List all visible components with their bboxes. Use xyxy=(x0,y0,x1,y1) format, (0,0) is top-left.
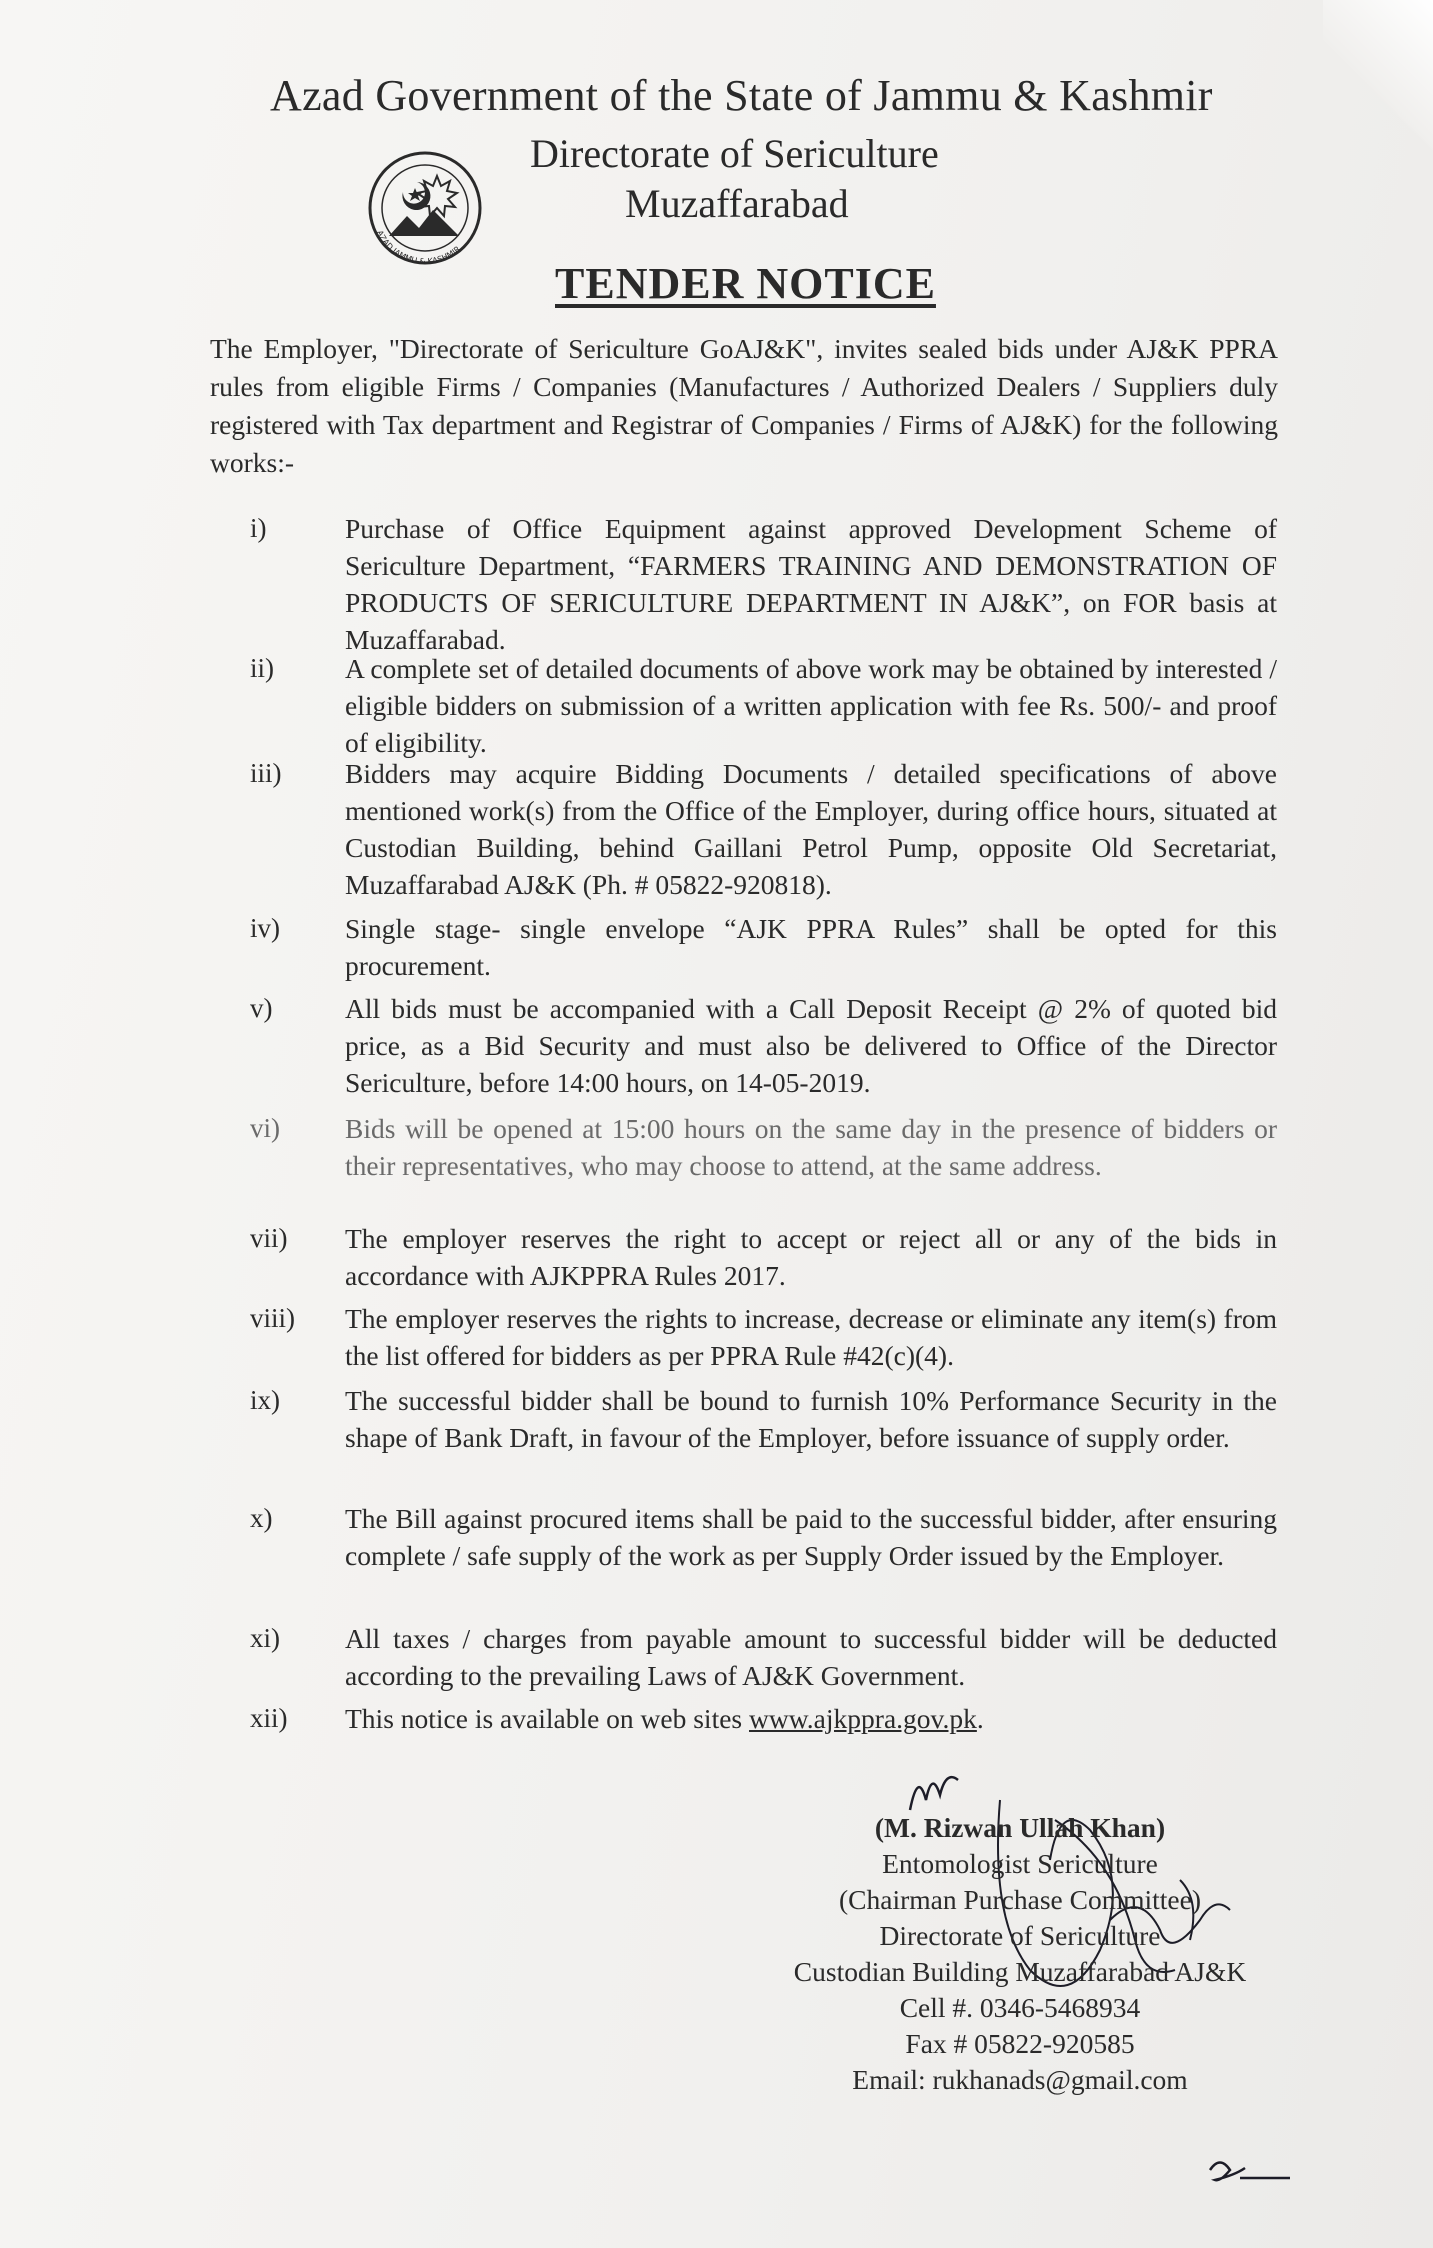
item-number: ii) xyxy=(250,653,274,683)
item-text: The Bill against procured items shall be paid to the successful bidder, after ensuring complete / safe supply of the work as per Supply Order issued by the Employer. xyxy=(345,1503,1277,1571)
item-number: xi) xyxy=(250,1623,280,1653)
intro-paragraph: The Employer, "Directorate of Sericulture GoAJ&K", invites sealed bids under AJ&K PPRA rules from eligible Firms / Companies (Manufactures / Authorized Dealers / Suppliers duly registered with Tax department and Registrar of Companies / Firms of AJ&K) for the following works:- xyxy=(210,333,1278,478)
item-text: All taxes / charges from payable amount to successful bidder will be deducted according to the prevailing Laws of AJ&K Government. xyxy=(345,1623,1277,1691)
signatory-cell: Cell #. 0346-5468934 xyxy=(899,1992,1141,2023)
item-text: The successful bidder shall be bound to furnish 10% Performance Security in the shape of Bank Draft, in favour of the Employer, before issuance of supply order. xyxy=(345,1385,1277,1453)
ajk-emblem-icon xyxy=(355,140,495,280)
item-number: iii) xyxy=(250,758,282,788)
signatory-address: Custodian Building Muzaffarabad AJ&K xyxy=(793,1956,1247,1987)
directorate-name: Directorate of Sericulture xyxy=(530,131,939,176)
item-number: viii) xyxy=(250,1303,295,1333)
signature-block xyxy=(750,1810,1290,2098)
item-text: The employer reserves the rights to increase, decrease or eliminate any item(s) from the list offered for bidders as per PPRA Rule #42(c)(4). xyxy=(345,1303,1277,1371)
item-number: i) xyxy=(250,513,267,543)
government-name: Azad Government of the State of Jammu & Kashmir xyxy=(270,71,1213,120)
emblem-text: AZAD JAMMU & KASHMIR xyxy=(375,228,463,267)
signatory-name: (M. Rizwan Ullah Khan) xyxy=(874,1812,1166,1843)
signatory-email: Email: rukhanads@gmail.com xyxy=(852,2064,1188,2095)
ppra-website-link[interactable]: www.ajkppra.gov.pk xyxy=(749,1703,977,1734)
item-number: vi) xyxy=(250,1113,280,1143)
item-text: Single stage- single envelope “AJK PPRA Rules” shall be opted for this procurement. xyxy=(345,913,1277,981)
signatory-fax: Fax # 05822-920585 xyxy=(905,2028,1135,2059)
item-text: The employer reserves the right to accept or reject all or any of the bids in accordance with AJKPPRA Rules 2017. xyxy=(345,1223,1277,1291)
item-text: All bids must be accompanied with a Call Deposit Receipt @ 2% of quoted bid price, as a Bid Security and must also be delivered to Office of the Director Sericulture, before 14:00 hours, on 14-05-2019. xyxy=(345,993,1277,1098)
item-text xyxy=(345,1700,1277,1737)
page-fold xyxy=(1323,0,1433,160)
item-number: x) xyxy=(250,1503,273,1533)
page-title: TENDER NOTICE xyxy=(555,259,936,308)
item-text-before: This notice is available on web sites xyxy=(345,1703,750,1734)
signatory-office: Directorate of Sericulture xyxy=(879,1920,1161,1951)
item-number: iv) xyxy=(250,913,280,943)
item-text: Purchase of Office Equipment against approved Development Scheme of Sericulture Department, “FARMERS TRAINING AND DEMONSTRATION OF PRODUCTS OF SERICULTURE DEPARTMENT IN AJ&K”, on FOR basis at Muzaffarabad. xyxy=(345,513,1277,655)
signatory-role: (Chairman Purchase Committee) xyxy=(839,1884,1201,1915)
item-text: Bidders may acquire Bidding Documents / detailed specifications of above mentioned work(s) from the Office of the Employer, during office hours, situated at Custodian Building, behind Gaillani Petrol Pump, opposite Old Secretariat, Muzaffarabad AJ&K (Ph. # 05822-920818). xyxy=(345,758,1277,900)
item-text: A complete set of detailed documents of above work may be obtained by interested / eligible bidders on submission of a written application with fee Rs. 500/- and proof of eligibility. xyxy=(345,653,1277,758)
item-number: xii) xyxy=(250,1703,288,1733)
city-name: Muzaffarabad xyxy=(625,181,849,226)
item-number: vii) xyxy=(250,1223,288,1253)
item-number: ix) xyxy=(250,1385,280,1415)
item-text-after: . xyxy=(976,1703,984,1734)
signatory-designation: Entomologist Sericulture xyxy=(882,1848,1158,1879)
handwritten-mark xyxy=(1200,2150,1300,2190)
item-text: Bids will be opened at 15:00 hours on the same day in the presence of bidders or their representatives, who may choose to attend, at the same address. xyxy=(345,1113,1277,1181)
item-number: v) xyxy=(250,993,273,1023)
